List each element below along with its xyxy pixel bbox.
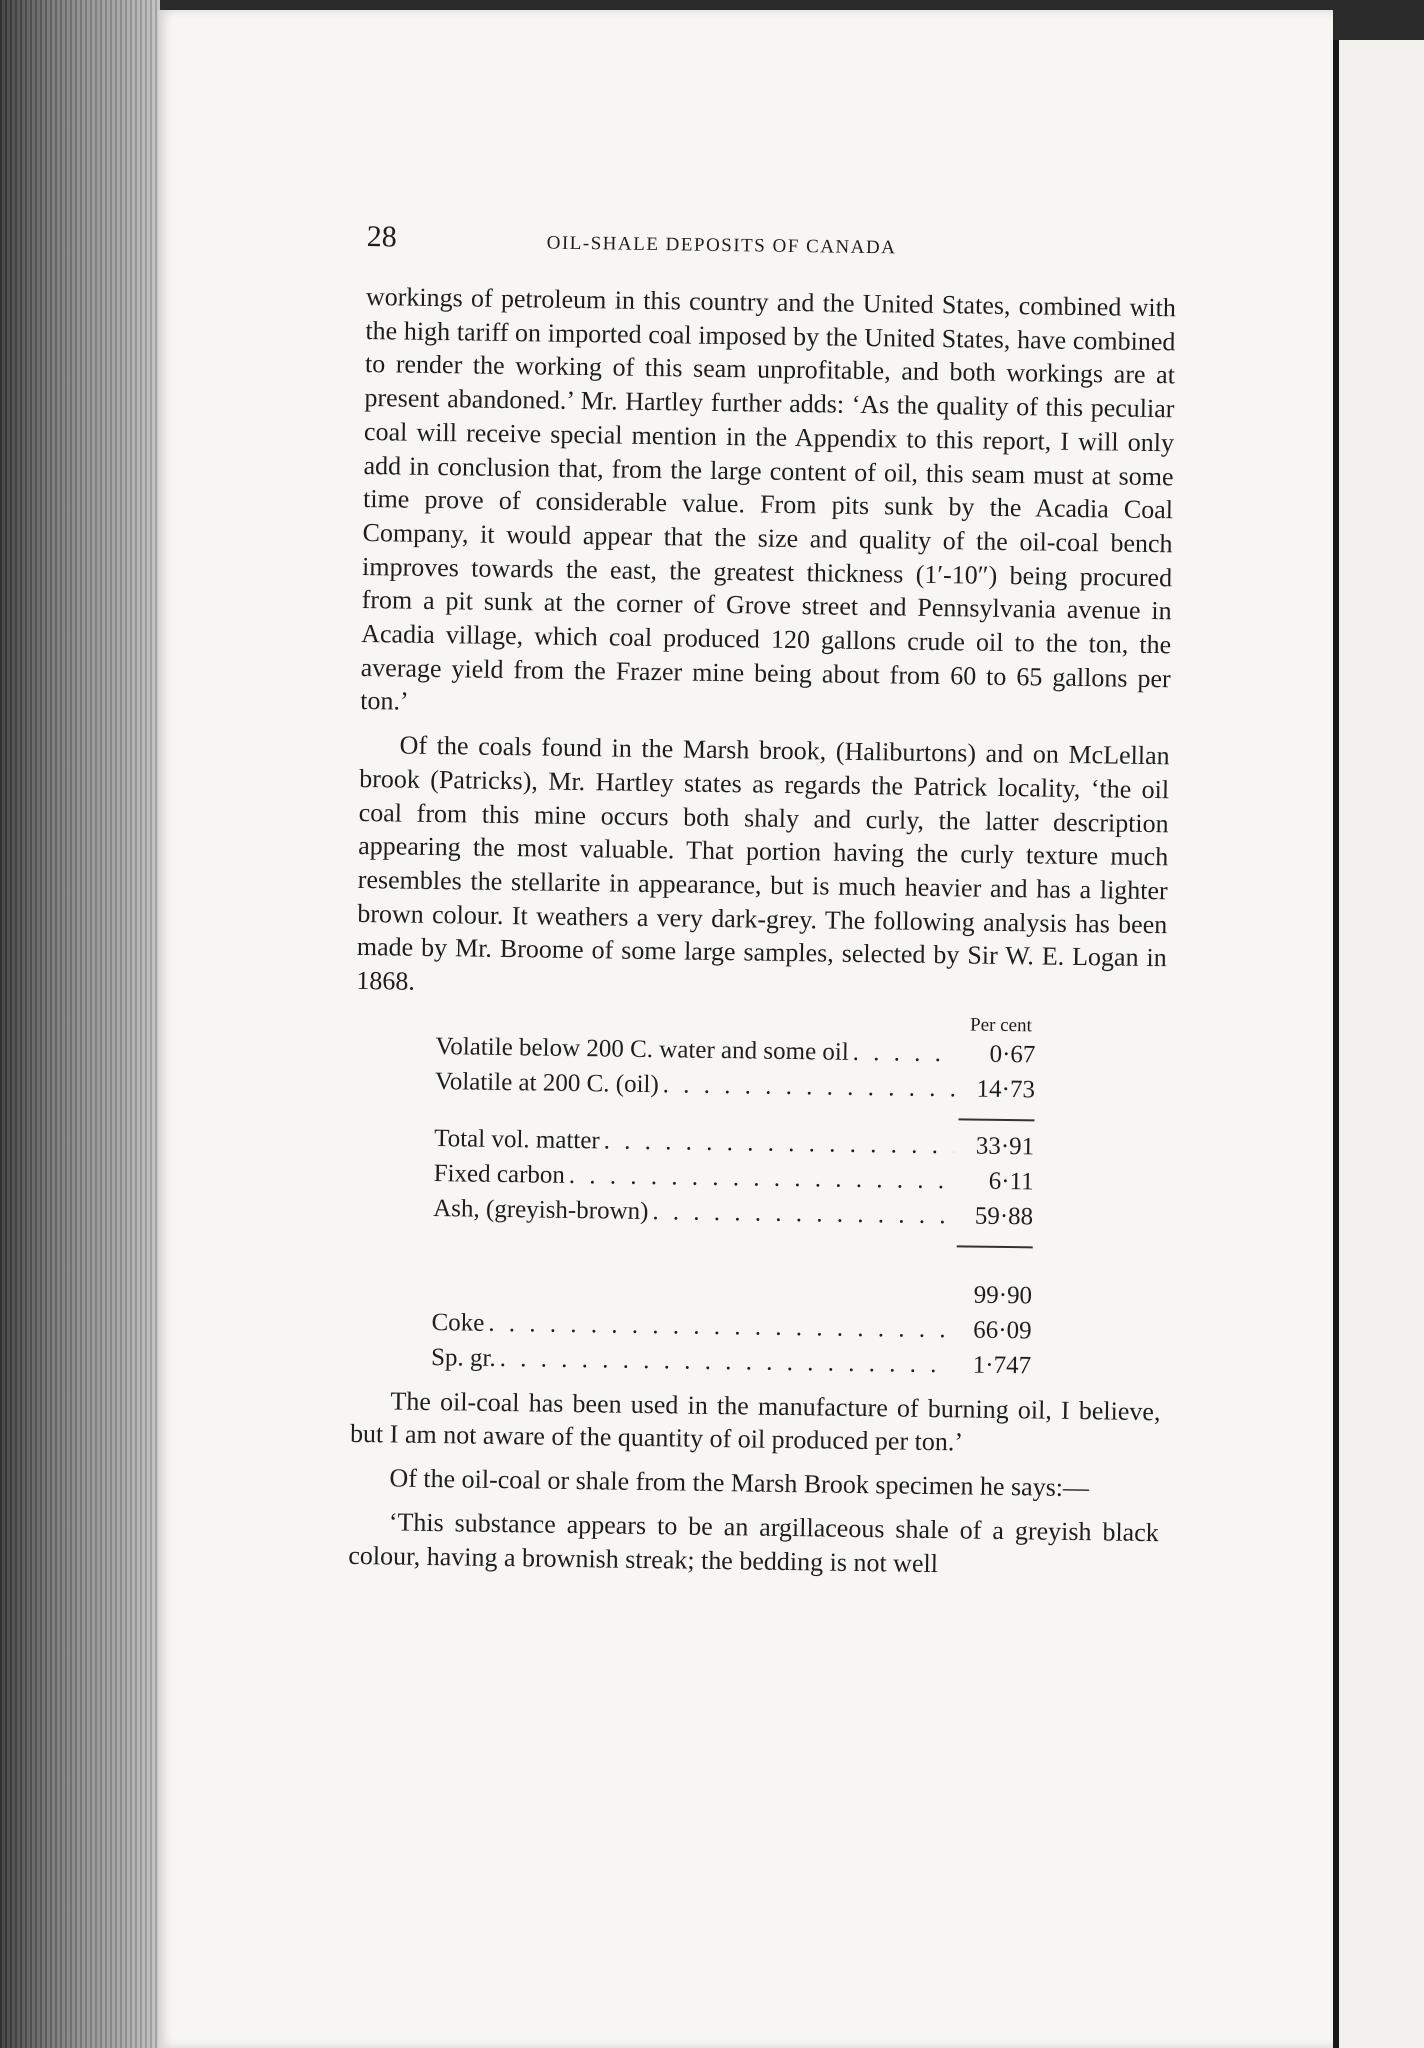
leader-dots — [600, 1123, 955, 1163]
paragraph-5: ‘This substance appears to be an argillaceous shale of a greyish black colour, having a brownish streak; the bedding is not well — [348, 1507, 1159, 1578]
running-title: OIL-SHALE DEPOSITS OF CANADA — [546, 232, 897, 259]
row-value: 6·11 — [988, 1167, 1034, 1196]
paragraph-3: The oil-coal has been used in the manufacture of burning oil, I believe, but I am not aware of the quantity of oil produced per ton.’ — [349, 1386, 1161, 1457]
per-cent-header: Per cent — [969, 1014, 1032, 1037]
row-label: Sp. gr. — [430, 1343, 496, 1372]
row-label: Ash, (greyish-brown) — [433, 1194, 649, 1225]
sum-rule — [957, 1245, 1033, 1248]
row-value: 14·73 — [976, 1075, 1036, 1104]
row-value: 1·747 — [972, 1351, 1032, 1380]
row-value: 33·91 — [975, 1132, 1035, 1161]
row-value: 0·67 — [989, 1040, 1036, 1069]
page-number: 28 — [366, 220, 397, 254]
analysis-row — [431, 1340, 1031, 1383]
page-header — [366, 220, 1177, 291]
leader-dots — [849, 1035, 956, 1071]
row-label: Coke — [431, 1308, 485, 1337]
paragraph-4: Of the oil-coal or shale from the Marsh Brook specimen he says:— — [389, 1463, 1090, 1503]
row-value: 59·88 — [974, 1202, 1034, 1231]
leader-dots — [659, 1067, 956, 1106]
leader-dots — [648, 1194, 953, 1233]
row-value: 66·09 — [973, 1316, 1032, 1345]
leader-dots — [495, 1341, 951, 1382]
leader-dots — [565, 1158, 954, 1198]
sum-rule — [958, 1118, 1034, 1121]
facing-page-edge — [1333, 40, 1424, 2048]
row-label: Fixed carbon — [433, 1159, 566, 1189]
paragraph-1: workings of petroleum in this country and the United States, combined with the high tariff on imported coal imposed by the United States, have combined to render the working of this seam unprofitable, and both workings are at present abandoned.’ Mr. Hartley further adds: ‘As the quality of this peculiar coal will receive special mention in the Appendix to this report, I will only add in conclusion that, from the large content of oil, this seam must at some time prove of considerable value. From pits sunk by the Acadia Coal Company, it would appear that the size and quality of the oil-coal bench improves towards the east, the greatest thickness (1′-10″) being procured from a pit sunk at the corner of Grove street and Pennsylvania avenue in Acadia village, which coal produced 120 gallons crude oil to the ton, the average yield from the Frazer mine being about from 60 to 65 gallons per ton.’ — [360, 281, 1177, 717]
analysis-table — [431, 1007, 1036, 1383]
paragraph-2: Of the coals found in the Marsh brook, (Haliburtons) and on McLellan brook (Patricks), Mr. Hartley states as regards the Patrick locality, ‘the oil coal from this mine occurs both shaly and curly, the latter description appearing the most valuable. That portion having the curly texture much resembles the stellarite in appearance, but is much heavier and has a lighter brown colour. It weathers a very dark-grey. The following analysis has been made by Mr. Broome of some large samples, selected by Sir W. E. Logan in 1868. — [356, 730, 1170, 996]
row-label: Volatile below 200 C. water and some oil — [435, 1032, 849, 1066]
row-label: Total vol. matter — [433, 1124, 600, 1155]
analysis-total: 99·90 — [973, 1281, 1033, 1310]
analysis-row — [433, 1191, 1033, 1234]
book-page-edges — [0, 0, 160, 2048]
page-text — [348, 220, 1177, 1583]
analysis-row — [435, 1064, 1035, 1107]
row-label: Volatile at 200 C. (oil) — [434, 1067, 659, 1098]
